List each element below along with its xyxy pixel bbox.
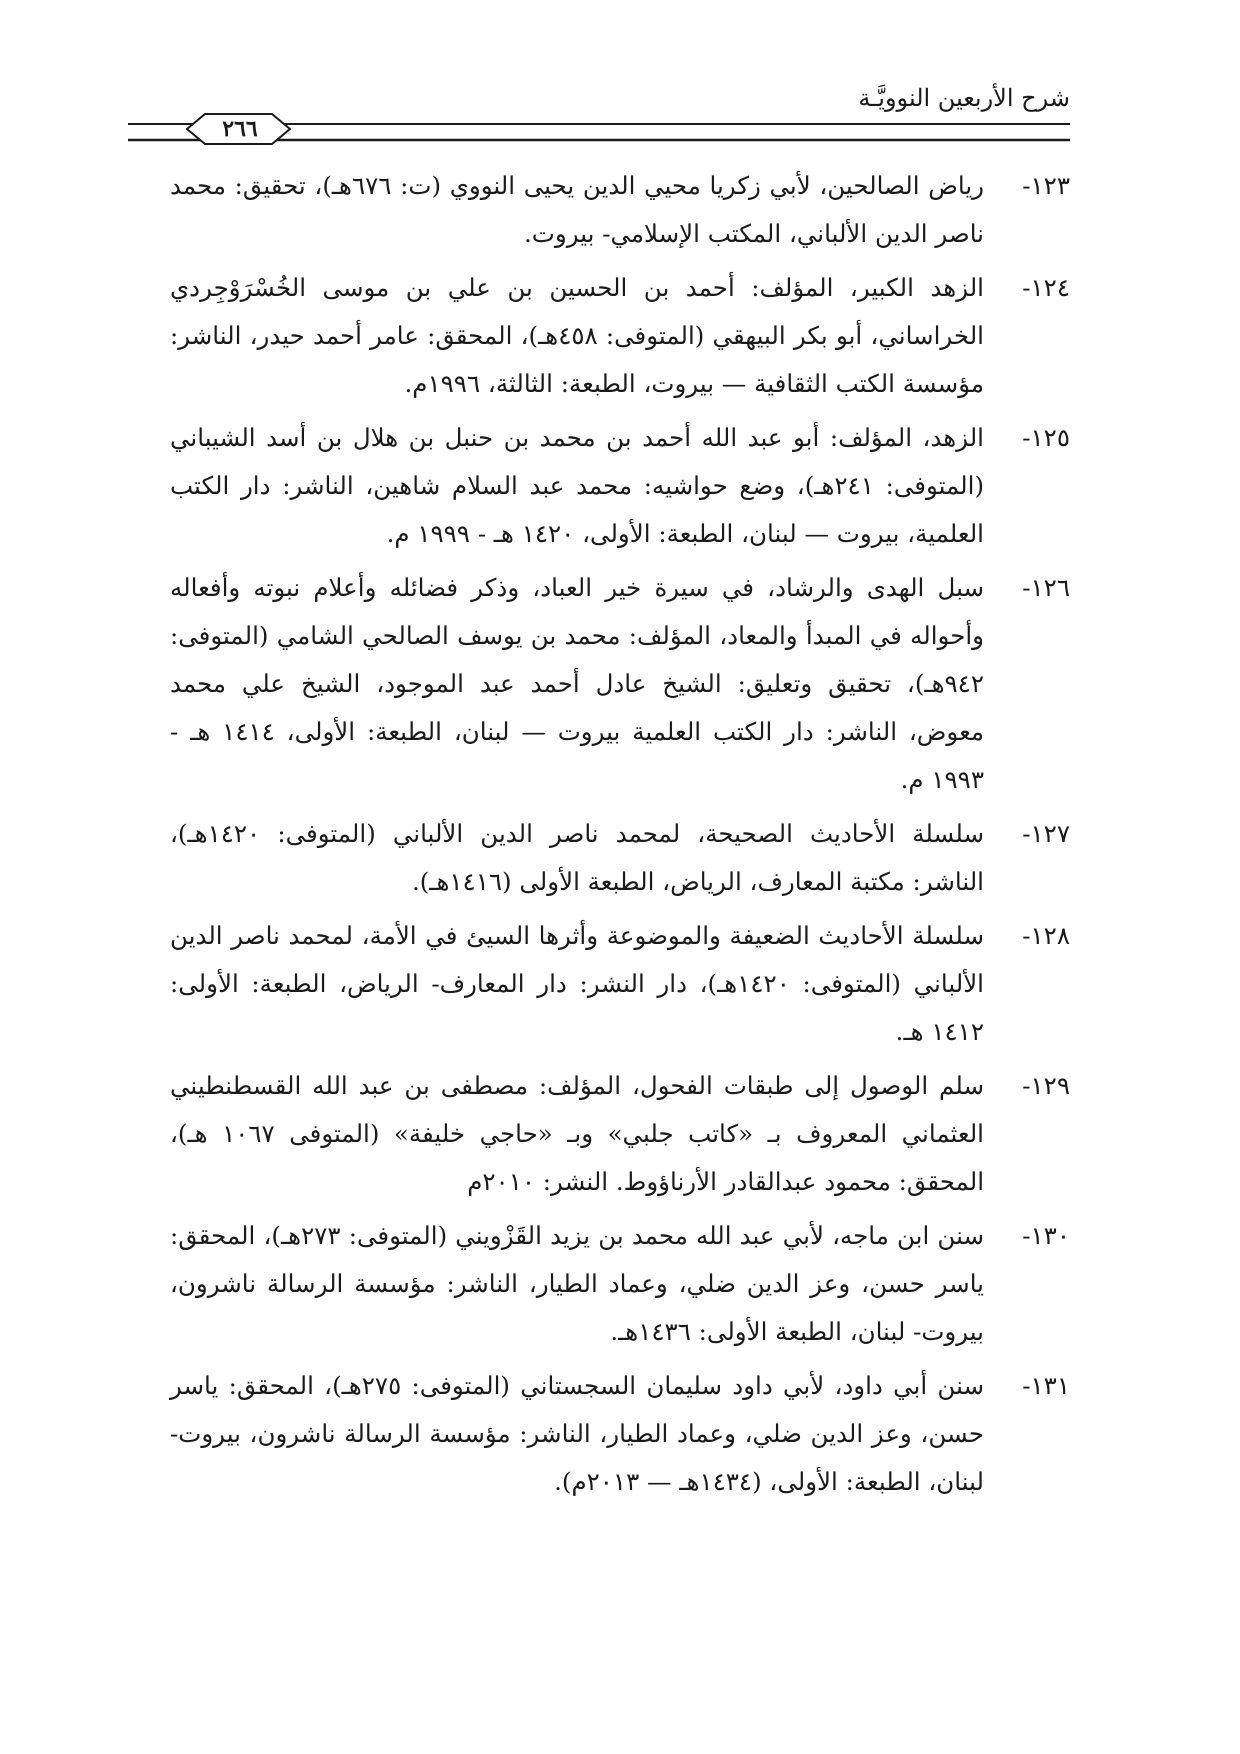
page-number: ٢٦٦ (222, 116, 258, 142)
bibliography-entry (170, 264, 1070, 408)
entry-number: ١٢٦- (1022, 573, 1070, 602)
entry-number: ١٢٥- (1022, 423, 1070, 452)
entry-text: سنن ابن ماجه، لأبي عبد الله محمد بن يزيد القَزْويني (المتوفى: ٢٧٣هـ)، المحقق: ياسر حسن، وعز الدين ضلي، وعماد الطيار، الناشر: مؤسسة الرسالة ناشرون، بيروت- لبنان، الطبعة الأولى: ١٤٣٦هـ. (170, 1221, 985, 1346)
header-rule (0, 110, 1240, 150)
entry-text: سلسلة الأحاديث الصحيحة، لمحمد ناصر الدين الألباني (المتوفى: ١٤٢٠هـ)، الناشر: مكتبة المعارف، الرياض، الطبعة الأولى (١٤١٦هـ). (170, 819, 984, 896)
entry-number: ١٢٧- (1022, 819, 1070, 848)
bibliography-entry (170, 414, 1070, 558)
bibliography-entry (170, 1062, 1070, 1206)
entry-number: ١٢٤- (1022, 273, 1070, 302)
entry-text: سنن أبي داود، لأبي داود سليمان السجستاني (المتوفى: ٢٧٥هـ)، المحقق: ياسر حسن، وعز الدين ضلي، وعماد الطيار، الناشر: مؤسسة الرسالة ناشرون، بيروت- لبنان، الطبعة: الأولى، (١٤٣٤هـ — ٢٠١٣م). (170, 1371, 984, 1496)
entry-number: ١٢٩- (1022, 1071, 1070, 1100)
running-title: شرح الأربعين النوويَّـة (858, 84, 1070, 112)
entry-text: الزهد الكبير، المؤلف: أحمد بن الحسين بن علي بن موسى الخُسْرَوْجِردي الخراساني، أبو بكر البيهقي (المتوفى: ٤٥٨هـ)، المحقق: عامر أحمد حيدر، الناشر: مؤسسة الكتب الثقافية — بيروت، الطبعة: الثالثة، ١٩٩٦م. (170, 273, 984, 398)
bibliography-entry (170, 810, 1070, 906)
bibliography-entry (170, 564, 1070, 804)
bibliography-list (170, 162, 1070, 1512)
bibliography-entry (170, 1362, 1070, 1506)
entry-text: رياض الصالحين، لأبي زكريا محيي الدين يحيى النووي (ت: ٦٧٦هـ)، تحقيق: محمد ناصر الدين الألباني، المكتب الإسلامي- بيروت. (170, 171, 984, 248)
entry-text: سلم الوصول إلى طبقات الفحول، المؤلف: مصطفى بن عبد الله القسطنطيني العثماني المعروف بـ «كاتب جلبي» وبـ «حاجي خليفة» (المتوفى ١٠٦٧ هـ)، المحقق: محمود عبدالقادر الأرناؤوط. النشر: ٢٠١٠م (170, 1071, 984, 1196)
bibliography-entry (170, 162, 1070, 258)
entry-number: ١٢٣- (1022, 171, 1070, 200)
entry-number: ١٣١- (1022, 1371, 1070, 1400)
entry-text: الزهد، المؤلف: أبو عبد الله أحمد بن محمد بن حنبل بن هلال بن أسد الشيباني (المتوفى: ٢٤١هـ)، وضع حواشيه: محمد عبد السلام شاهين، الناشر: دار الكتب العلمية، بيروت — لبنان، الطبعة: الأولى، ١٤٢٠ هـ - ١٩٩٩ م. (170, 423, 985, 548)
bibliography-entry (170, 912, 1070, 1056)
entry-number: ١٢٨- (1022, 921, 1070, 950)
entry-text: سلسلة الأحاديث الضعيفة والموضوعة وأثرها السيئ في الأمة، لمحمد ناصر الدين الألباني (المتوفى: ١٤٢٠هـ)، دار النشر: دار المعارف- الرياض، الطبعة: الأولى: ١٤١٢ هـ. (170, 921, 984, 1046)
entry-text: سبل الهدى والرشاد، في سيرة خير العباد، وذكر فضائله وأعلام نبوته وأفعاله وأحواله في المبدأ والمعاد، المؤلف: محمد بن يوسف الصالحي الشامي (المتوفى: ٩٤٢هـ)، تحقيق وتعليق: الشيخ عادل أحمد عبد الموجود، الشيخ علي محمد معوض، الناشر: دار الكتب العلمية بيروت — لبنان، الطبعة: الأولى، ١٤١٤ هـ - ١٩٩٣ م. (170, 573, 985, 794)
entry-number: ١٣٠- (1022, 1221, 1070, 1250)
bibliography-entry (170, 1212, 1070, 1356)
